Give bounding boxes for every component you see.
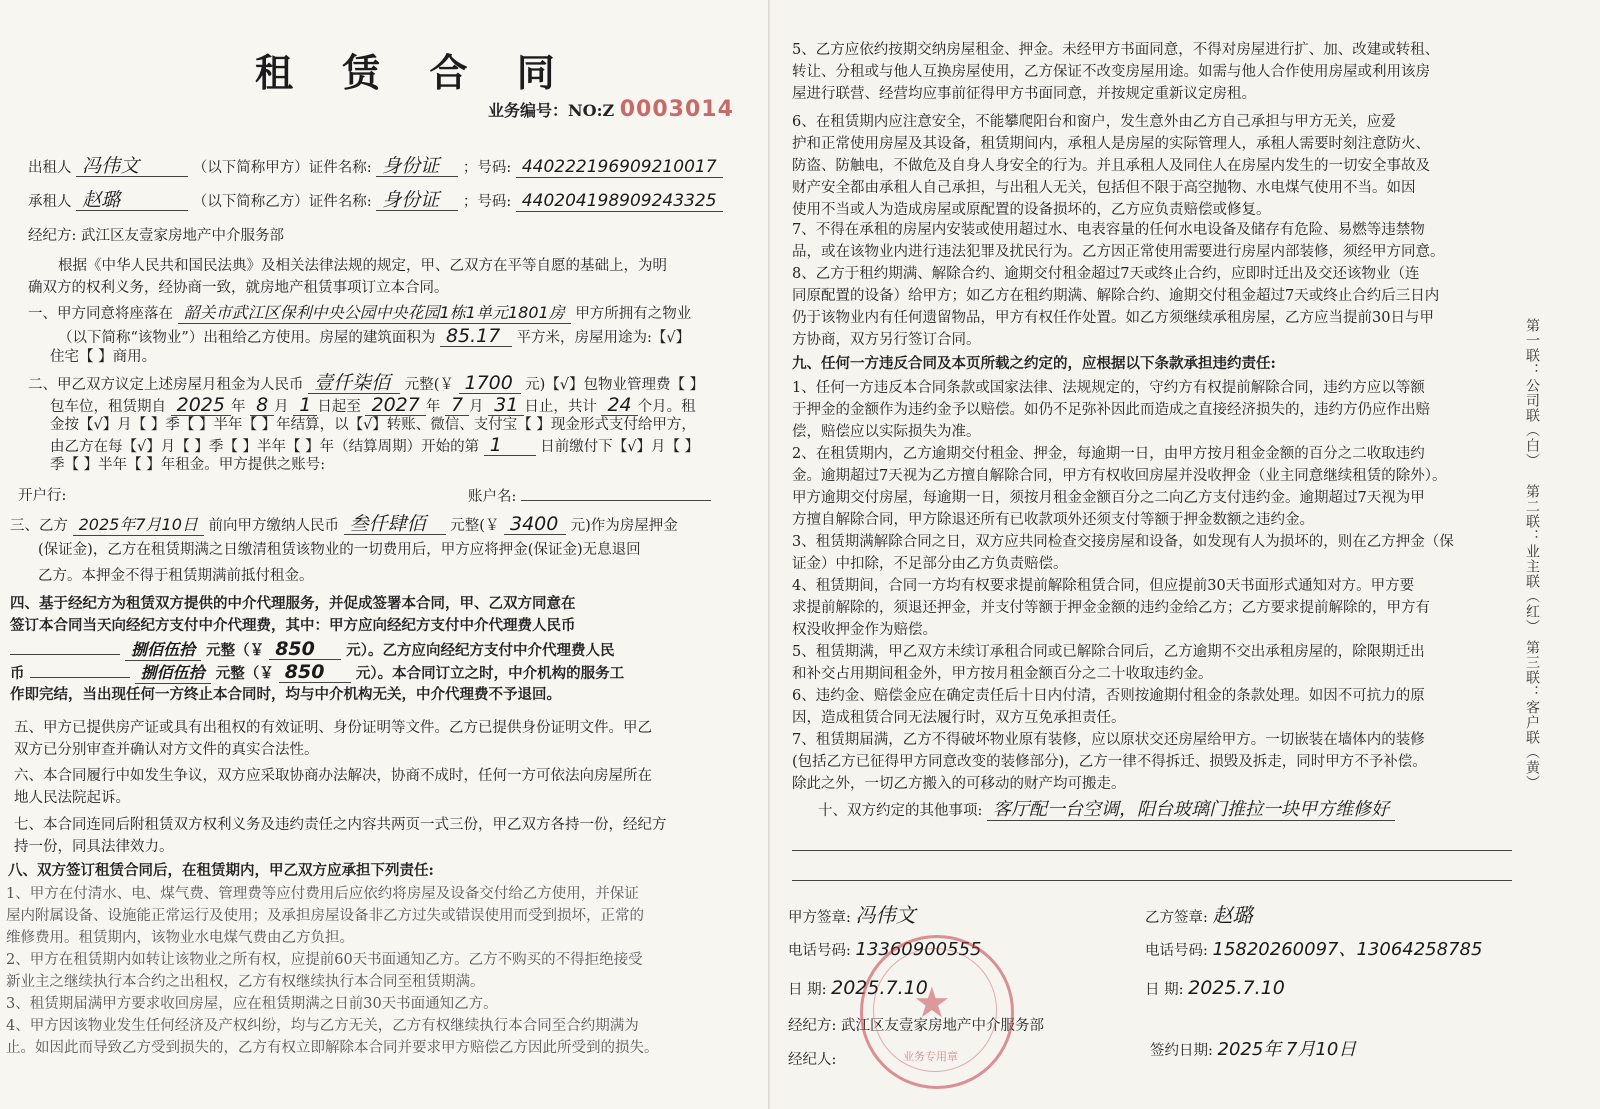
clause2-text: 个月。租 [637, 399, 696, 415]
lessee-id-type: 身份证 [376, 190, 458, 211]
clause3-line3: 乙方。本押金不得于租赁期满前抵付租金。 [38, 568, 314, 584]
clause9-line: 1、任何一方违反本合同条款或国家法律、法规规定的，守约方有权提前解除合同，违约方应以等额 [792, 380, 1425, 396]
clause5-line: 五、甲方已提供房产证或具有出租权的有效证明、身份证明等文件。乙方已提供身份证明文件。甲乙 [14, 720, 652, 736]
clause9-line: 因，造成租赁合同无法履行时，双方互免承担责任。 [792, 710, 1126, 726]
right-clause7-line: 品，或在该物业内进行违法犯罪及扰民行为。乙方因正常使用需要进行房屋内部装修，须经甲方同意。 [792, 244, 1445, 260]
clause8-line: 4、甲方因该物业发生任何经济及产权纠纷，均与乙方无关，乙方有权继续执行本合同至合约期满为 [6, 1018, 639, 1034]
clause9-line: (包括乙方已征得甲方同意改变的装修部分)，乙方一律不得拆迁、损毁及拆走，同时甲方不予补偿。 [792, 754, 1427, 770]
clause9-line: 偿，赔偿应以实际损失为准。 [792, 424, 981, 440]
agent-sign-name: 武江区友壹家房地产中介服务部 [841, 1018, 1044, 1034]
lessor-name: 冯伟文 [76, 156, 188, 177]
bank-account-blank [521, 486, 711, 501]
clause1-line2 [58, 326, 690, 348]
fee-blank [30, 677, 130, 678]
intro-line: 确双方的权利义务，经协商一致，就房地产租赁事项订立本合同。 [28, 280, 449, 296]
clause2-line1 [28, 373, 704, 395]
lessee-suffix: （以下简称乙方）证件名称: [192, 194, 372, 210]
clause4-text: 币 [10, 665, 25, 682]
clause8-line: 维修费用。租赁期内，该物业水电煤气费由乙方负担。 [6, 930, 354, 946]
clause10-label: 十、双方约定的其他事项: [818, 803, 983, 819]
lease-start-year: 2025 [171, 395, 231, 416]
sign-date-month-day: 7月10日 [1285, 1039, 1357, 1060]
right-clause8-line: 仍于该物业内有任何遗留物品，甲方有权任作处置。如乙方须继续承租房屋，乙方应当提前30日与甲 [792, 310, 1434, 326]
party-a-phone-label: 电话号码: [788, 943, 851, 959]
clause10-blank-line [792, 850, 1512, 851]
copy-label-customer: 第三联：客户联（黄） [1524, 640, 1540, 790]
right-clause6-line: 护和正常使用房屋及其设备，租赁期间内，承租人是房屋的实际管理人，承租人需要时刻注意防火、 [792, 136, 1430, 152]
clause3-text: 三、乙方 [10, 518, 68, 534]
lessor-fee-words: 捌佰伍拾 [125, 640, 201, 661]
party-a-sign-row [788, 905, 916, 928]
clause10-blank-line [792, 880, 1512, 881]
clause10-text: 客厅配一台空调，阳台玻璃门推拉一块甲方维修好 [987, 800, 1395, 821]
clause2-line3: 金按【√】月【 】季【 】半年【 】年结算，以【√】转账、微信、支付宝【 】现金形式支付给甲方， [50, 417, 696, 433]
clause2-text: 日起至 [317, 399, 361, 415]
agent-line: 经纪方: 武江区友壹家房地产中介服务部 [28, 228, 284, 244]
contract-page-right [770, 0, 1600, 1109]
company-seal [860, 935, 1014, 1089]
clause9-line: 7、租赁期届满，乙方不得破坏物业原有装修，应以原状交还房屋给甲方。一切嵌装在墙体内的装修 [792, 732, 1425, 748]
sign-date-year: 2025年 [1217, 1039, 1282, 1060]
party-b-signature: 赵璐 [1212, 903, 1253, 927]
lessee-id-number: 440204198909243325 [516, 191, 723, 212]
clause4-line1: 四、基于经纪方为租赁双方提供的中介代理服务，并促成签署本合同，甲、乙双方同意在 [10, 595, 576, 612]
deposit-date: 2025年7月10日 [73, 515, 204, 536]
lessee-row [28, 190, 723, 212]
fee-blank [10, 654, 120, 655]
clause4-line5: 作即完结，当出现任何一方终止本合同时，均与中介机构无关，中介代理费不予退回。 [10, 686, 561, 703]
clause2-text: 由乙方在每【√】月【 】季【 】半年【 】年（结算周期）开始的第 [50, 439, 480, 455]
lease-start-month: 8 [250, 395, 274, 416]
lessor-no-label: ；号码: [462, 160, 512, 176]
copy-label-company: 第一联：公司联（白） [1524, 318, 1540, 468]
rent-amount-words: 壹仟柒佰 [308, 373, 400, 394]
bank-open-label: 开户行: [18, 488, 67, 504]
right-clause8-line: 方协商，双方另行签订合同。 [792, 332, 981, 348]
clause2-text: 元)【√】包物业管理费【 】 [525, 377, 705, 393]
clause9-line: 权没收押金作为赔偿。 [792, 622, 937, 638]
party-b-date-label: 日 期: [1145, 982, 1184, 998]
clause9-line: 和补交占用期间租金外，甲方按月租金额百分之二十收取违约金。 [792, 666, 1213, 682]
clause2-text: 元整(￥ [404, 377, 454, 393]
lessor-label: 出租人 [28, 160, 72, 176]
contract-title: 租 赁 合 同 [255, 50, 573, 95]
bank-account-label: 账户名: [468, 489, 517, 505]
clause9-title: 九、任何一方违反合同及本页所载之约定的，应根据以下条款承担违约责任: [792, 355, 1276, 372]
clause4-text: 元）。本合同订立之时，中介机构的服务工 [355, 665, 625, 682]
deposit-amount: 3400 [504, 514, 566, 535]
clause2-text: 月 [469, 399, 484, 415]
contract-number-row [488, 97, 734, 122]
clause1-text: 平方米，房屋用途为:【√】 [516, 330, 691, 346]
right-clause5-line: 5、乙方应依约按期交纳房屋租金、押金。未经甲方书面同意，不得对房屋进行扩、加、改建或转租、 [792, 42, 1440, 58]
right-clause6-line: 财产安全都由承租人自己承担，与出租人无关，包括但不限于高空抛物、水电煤气使用不当。如因 [792, 180, 1416, 196]
lessor-id-type: 身份证 [376, 156, 458, 177]
clause2-line2 [50, 395, 696, 417]
clause8-line: 屋内附属设备、设施能正常运行及使用；及承担房屋设备非乙方过失或错误使用而受到损坏，正常的 [6, 908, 644, 924]
clause9-line: 金。逾期超过7天视为乙方擅自解除合同，甲方有权收回房屋并没收押金（业主同意继续租赁的除外）。 [792, 468, 1447, 484]
clause3-line2: (保证金)，乙方在租赁期满之日缴清租赁该物业的一切费用后，甲方应将押金(保证金)无息退回 [38, 542, 641, 558]
clause10-row [818, 800, 1395, 821]
lessor-row [28, 156, 723, 178]
clause9-line: 5、租赁期满，甲乙双方未续订承租合同或已解除合同后，乙方逾期不交出承租房屋的，除限期迁出 [792, 644, 1425, 660]
right-clause6-line: 6、在租赁期内应注意安全，不能攀爬阳台和窗户，发生意外由乙方自己承担与甲方无关，应爱 [792, 114, 1396, 130]
lessee-label: 承租人 [28, 194, 72, 210]
lease-start-day: 1 [293, 395, 317, 416]
clause3-text: 前向甲方缴纳人民币 [208, 518, 339, 534]
clause1-text: （以下简称“该物业”）出租给乙方使用。房屋的建筑面积为 [58, 330, 436, 346]
lease-end-month: 7 [445, 395, 469, 416]
clause7-line: 七、本合同连同后附租赁双方权利义务及违约责任之内容共两页一式三份，甲乙双方各持一份，经纪方 [14, 817, 667, 833]
clause2-line5: 季【 】半年【 】年租金。甲方提供之账号: [50, 457, 326, 473]
lease-end-day: 31 [488, 395, 524, 416]
party-a-date: 2025.7.10 [831, 977, 928, 999]
lease-months: 24 [601, 395, 637, 416]
party-b-phone-row [1145, 940, 1482, 961]
seal-star-icon: ★ [913, 978, 951, 1027]
party-b-date: 2025.7.10 [1188, 977, 1285, 999]
clause3-text: 元整(￥ [450, 518, 500, 534]
party-a-sign-label: 甲方签章: [788, 910, 851, 926]
contract-number-label: 业务编号：NO:Z [488, 101, 615, 120]
clause4-text: 元）。乙方应向经纪方支付中介代理费人民 [346, 642, 615, 659]
clause8-line: 3、租赁期届满甲方要求收回房屋，应在租赁期满之日前30天书面通知乙方。 [6, 996, 498, 1012]
clause9-line: 甲方逾期交付房屋，每逾期一日，须按月租金金额百分之二向乙方支付违约金。逾期超过7天视为甲 [792, 490, 1425, 506]
clause3-text: 元)作为房屋押金 [570, 518, 678, 534]
clause1-line3: 住宅【 】商用。 [50, 349, 157, 365]
clause2-text: 包车位，租赁期自 [50, 399, 166, 415]
lessee-name: 赵璐 [76, 190, 188, 211]
party-b-date-row [1145, 978, 1285, 1000]
party-b-sign-label: 乙方签章: [1145, 910, 1208, 926]
clause4-text: 元整（￥ [215, 665, 274, 682]
lease-end-year: 2027 [365, 395, 425, 416]
right-clause8-line: 8、乙方于租约期满、解除合约、逾期交付租金超过7天或终止合约，应即时迁出及交还该物业（连 [792, 266, 1420, 282]
clause9-line: 证金）中扣除，不足部分由乙方负责赔偿。 [792, 556, 1068, 572]
contract-page-left [0, 0, 770, 1109]
party-b-sign-row [1145, 905, 1253, 928]
property-address: 韶关市武江区保利中央公园中央花园1栋1单元1801房 [178, 303, 571, 324]
clause4-line4 [10, 662, 624, 684]
clause9-line: 除此之外，一切乙方搬入的可移动的财产均可搬走。 [792, 776, 1126, 792]
clause4-line2: 签订本合同当天向经纪方支付中介代理费，其中：甲方应向经纪方支付中介代理费人民币 [10, 617, 576, 634]
rent-amount: 1700 [459, 373, 521, 394]
lessor-fee-amount: 850 [269, 639, 341, 660]
seal-text: 业务专用章 [903, 1050, 958, 1063]
lessor-id-number: 440222196909210017 [516, 157, 723, 178]
sign-date-label: 签约日期: [1150, 1043, 1213, 1059]
right-clause5-line: 转让、分租或与他人互换房屋使用，乙方保证不改变房屋用途。如需与他人合作使用房屋或利用该房 [792, 64, 1430, 80]
right-clause6-line: 使用不当或人为造成房屋或原配置的设备损坏的，乙方应负责赔偿或修复。 [792, 202, 1271, 218]
clause9-line: 于押金的金额作为违约金予以赔偿。如仍不足弥补因此而造成之直接经济损失的，违约方仍应作出赔 [792, 402, 1430, 418]
clause1-text: 甲方所拥有之物业 [575, 306, 692, 322]
party-a-date-label: 日 期: [788, 982, 827, 998]
right-clause5-line: 屋进行联营、经营均应事前征得甲方书面同意，并按规定重新议定房租。 [792, 86, 1256, 102]
party-a-phone: 13360900555 [855, 939, 982, 960]
copy-label-owner: 第二联：业主联（红） [1524, 484, 1540, 634]
bank-account-row [468, 486, 711, 507]
agent-sign-label: 经纪方: [788, 1018, 837, 1034]
clause3-line1 [10, 514, 678, 536]
payment-day: 1 [484, 435, 536, 456]
right-clause7-line: 7、不得在承租的房屋内安装或使用超过水、电表容量的任何水电设备及储存有危险、易燃等违禁物 [792, 222, 1425, 238]
clause1-line1 [28, 303, 691, 324]
clause2-text: 年 [230, 399, 246, 415]
contract-number: 0003014 [619, 97, 734, 122]
clause9-line: 6、违约金、赔偿金应在确定责任后十日内付清，否则按逾期付租金的条款处理。如因不可抗力的原 [792, 688, 1425, 704]
lessee-fee-amount: 850 [279, 662, 351, 683]
clause2-text: 月 [274, 399, 289, 415]
clause9-line: 方擅自解除合同，甲方除退还所有已收款项外还须支付等额于押金数额之违约金。 [792, 512, 1314, 528]
clause8-line: 止。如因此而导致乙方受到损失的，乙方有权立即解除本合同并要求甲方赔偿乙方因此所受到的损失。 [6, 1040, 659, 1056]
party-b-phone: 15820260097、13064258785 [1212, 939, 1483, 960]
clause6-line: 地人民法院起诉。 [14, 790, 130, 806]
lessor-suffix: （以下简称甲方）证件名称: [192, 160, 372, 176]
clause5-line: 双方已分别审查并确认对方文件的真实合法性。 [14, 742, 319, 758]
clause2-text: 日前缴付下【√】月【 】 [540, 439, 700, 455]
deposit-amount-words: 叁仟肆佰 [344, 514, 446, 535]
right-clause8-line: 同原配置的设备）给甲方；如乙方在租约期满、解除合约、逾期交付租金超过7天或终止合约后三日内 [792, 288, 1440, 304]
clause4-line3 [10, 639, 615, 661]
party-b-phone-label: 电话号码: [1145, 943, 1208, 959]
party-a-signature: 冯伟文 [855, 903, 916, 927]
clause6-line: 六、本合同履行中如发生争议，双方应采取协商办法解决，协商不成时，任何一方可依法向房屋所在 [14, 768, 652, 784]
clause1-text: 一、甲方同意将座落在 [28, 306, 173, 322]
clause8-line: 新业主之继续执行本合约之出租权，乙方有权继续执行本合同至租赁期满。 [6, 974, 485, 990]
property-area: 85.17 [440, 326, 512, 347]
clause8-line: 2、甲方在租赁期内如转让该物业之所有权，应提前60天书面通知乙方。乙方不购买的不得拒绝接受 [6, 952, 643, 968]
clause9-line: 2、在租赁期内，乙方逾期交付租金、押金，每逾期一日，由甲方按月租金金额的百分之二收取违约 [792, 446, 1425, 462]
broker-label: 经纪人: [788, 1052, 837, 1068]
clause2-text: 二、甲乙双方议定上述房屋月租金为人民币 [28, 377, 304, 393]
lessee-fee-words: 捌佰伍拾 [135, 663, 211, 684]
clause9-line: 3、租赁期满解除合同之日，双方应共同检查交接房屋和设备，如发现有人为损坏的，则在乙方押金（保 [792, 534, 1454, 550]
clause8-title: 八、双方签订租赁合同后，在租赁期内，甲乙双方应承担下列责任: [8, 862, 434, 879]
clause2-text: 日止，共计 [524, 399, 597, 415]
clause4-text: 元整（￥ [206, 642, 265, 659]
clause2-line4 [50, 435, 699, 457]
clause8-line: 1、甲方在付清水、电、煤气费、管理费等应付费用后应依约将房屋及设备交付给乙方使用，并保证 [6, 886, 639, 902]
intro-line: 根据《中华人民共和国民法典》及相关法律法规的规定，甲、乙双方在平等自愿的基础上，为明 [58, 258, 667, 274]
right-clause6-line: 防盗、防触电，不做危及自身人身安全的行为。并且承租人及同住人在房屋内发生的一切安全事故及 [792, 158, 1430, 174]
clause9-line: 4、租赁期间，合同一方均有权要求提前解除租赁合同，但应提前30天书面形式通知对方。甲方要 [792, 578, 1415, 594]
clause2-text: 年 [425, 399, 441, 415]
sign-date-row [1150, 1040, 1356, 1061]
clause7-line: 持一份，同具法律效力。 [14, 839, 174, 855]
lessee-no-label: ；号码: [462, 194, 512, 210]
clause9-line: 求提前解除的，须退还押金，并支付等额于押金金额的违约金给乙方；乙方要求提前解除的，甲方有 [792, 600, 1430, 616]
